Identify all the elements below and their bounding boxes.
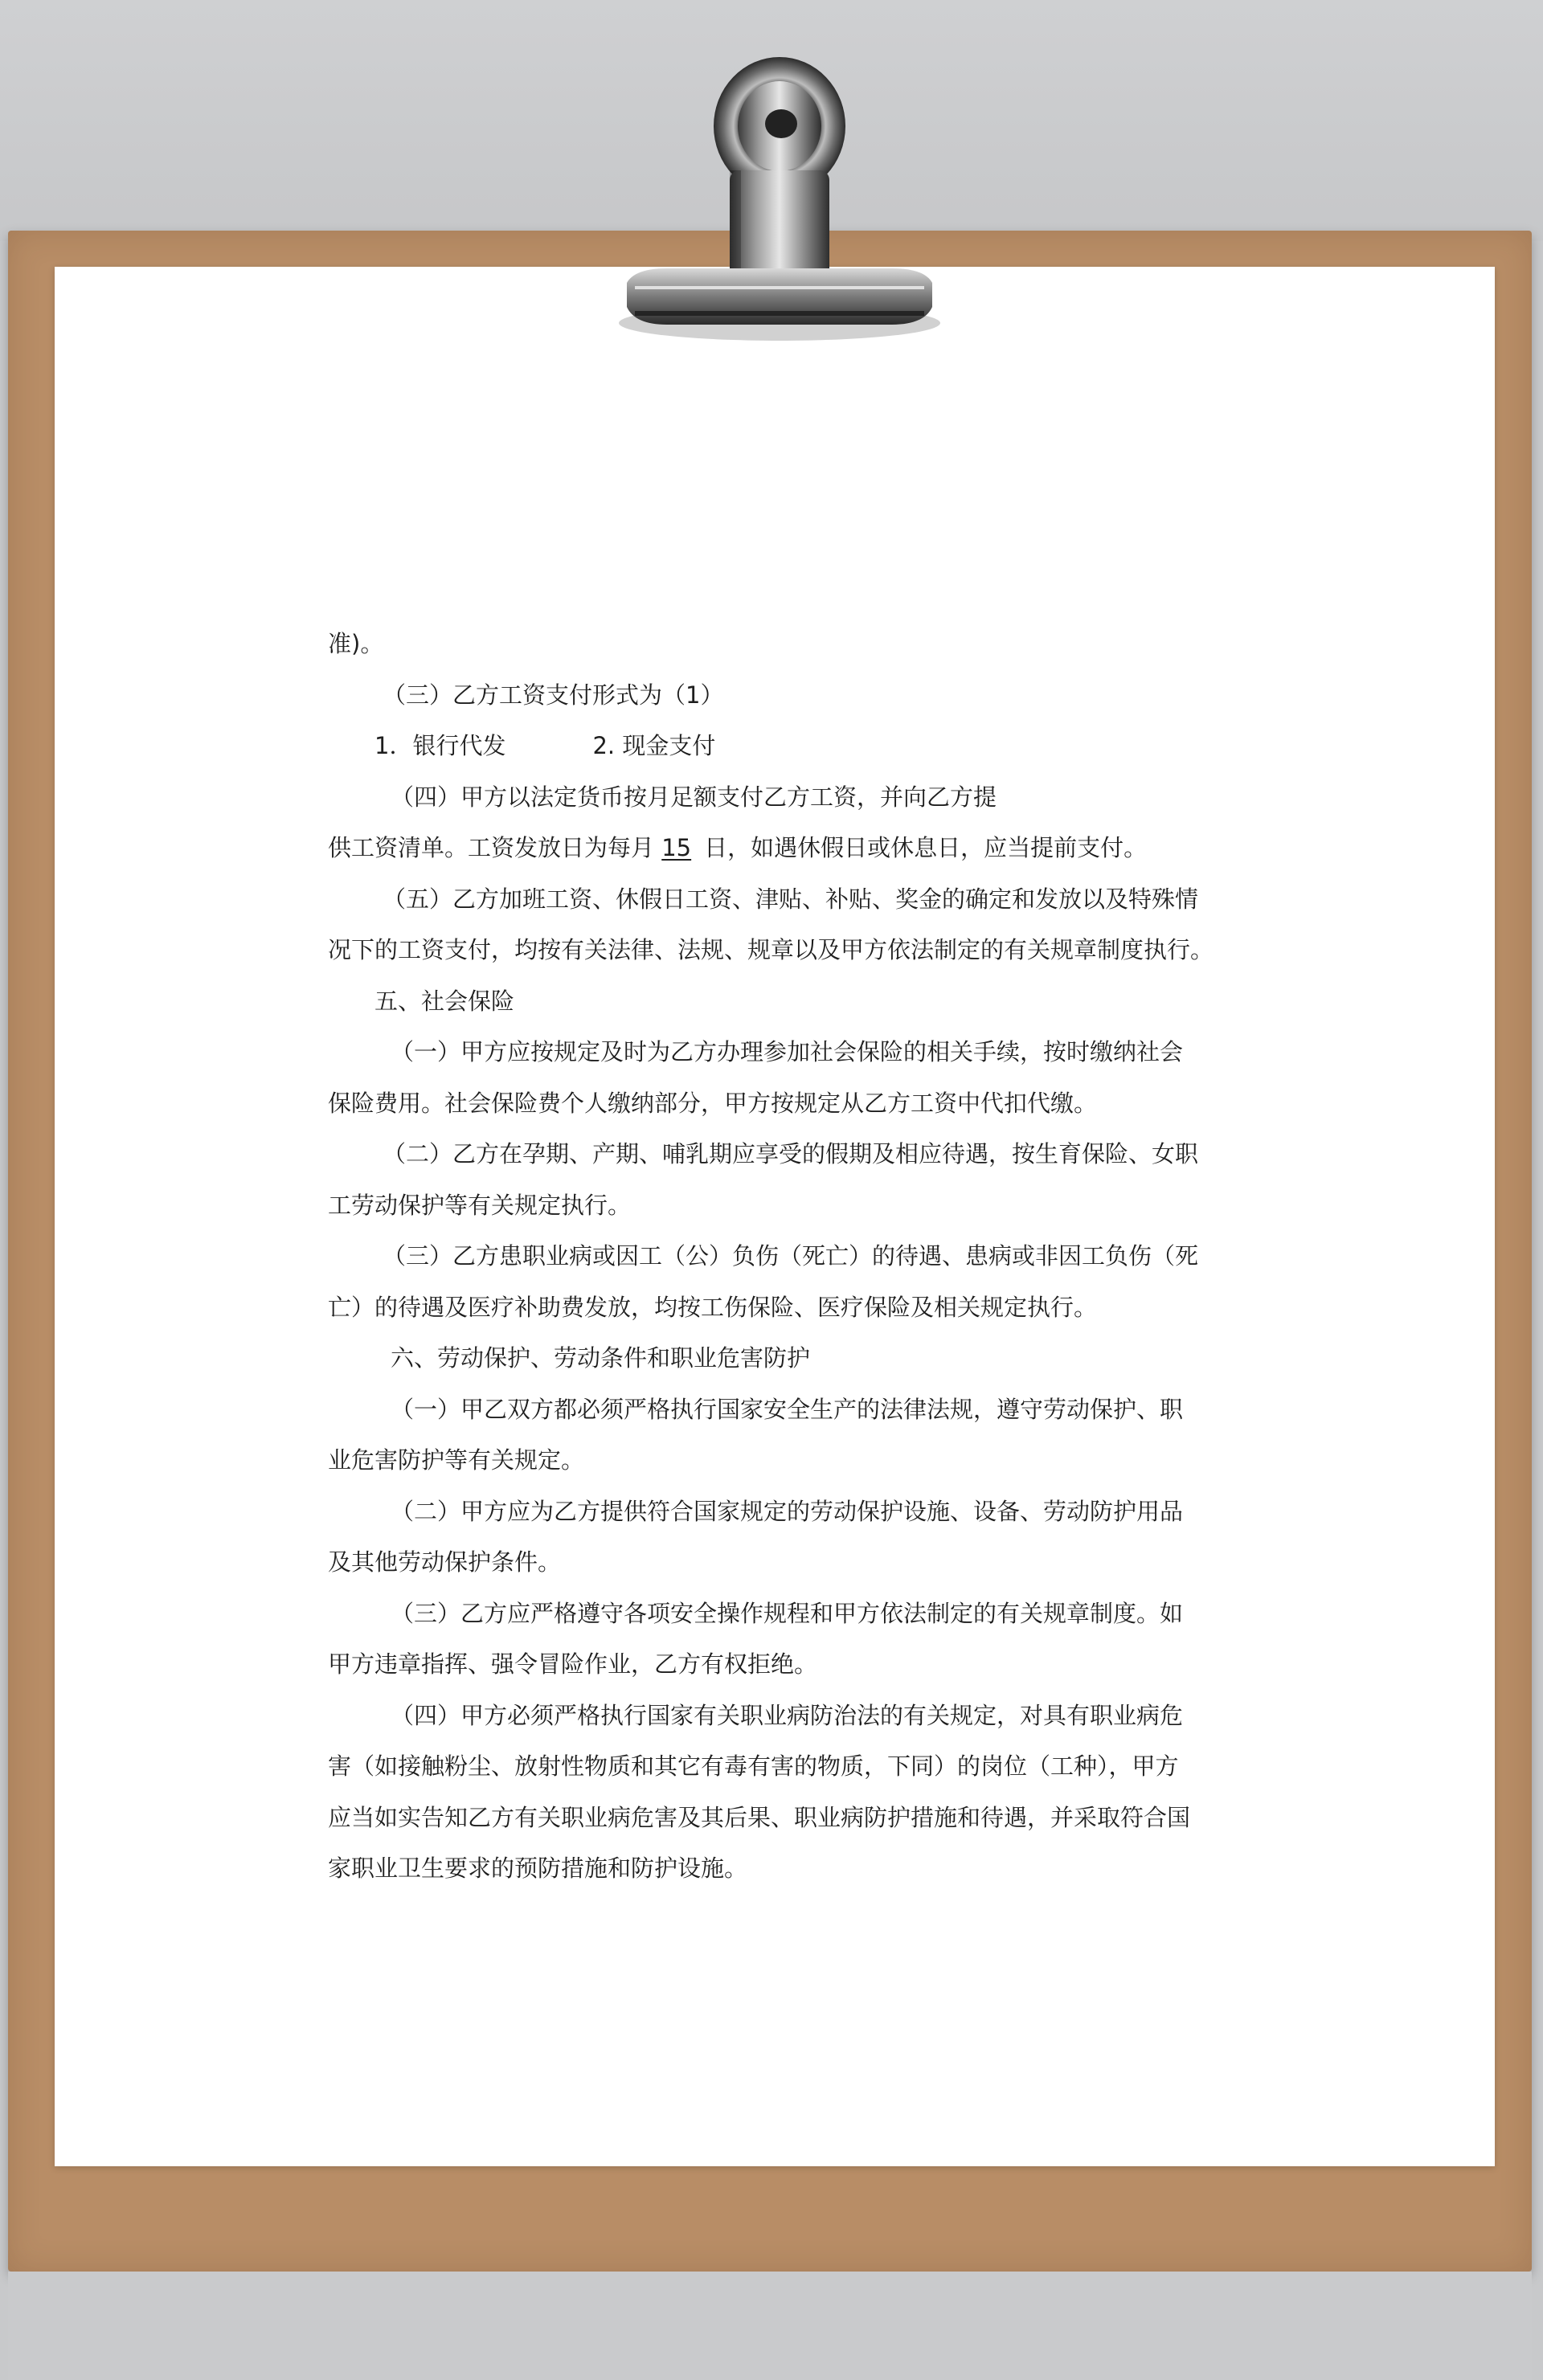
text-line: 况下的工资支付，均按有关法律、法规、规章以及甲方依法制定的有关规章制度执行。 (328, 936, 1214, 963)
text-line: 害（如接触粉尘、放射性物质和其它有毒有害的物质，下同）的岗位（工种），甲方 (328, 1752, 1179, 1780)
text-line: （四）甲方必须严格执行国家有关职业病防治法的有关规定，对具有职业病危 (391, 1701, 1184, 1729)
text-line: 家职业卫生要求的预防措施和防护设施。 (328, 1855, 748, 1882)
text-line: （四）甲方以法定货币按月足额支付乙方工资，并向乙方提 (391, 783, 997, 811)
background-bottom (8, 2272, 1532, 2380)
document-body (328, 619, 1228, 1895)
text-line: 应当如实告知乙方有关职业病危害及其后果、职业病防护措施和待遇，并采取符合国 (328, 1803, 1191, 1831)
text-line: （三）乙方患职业病或因工（公）负伤（死亡）的待遇、患病或非因工负伤（死 (383, 1242, 1199, 1270)
text-line: 甲方违章指挥、强令冒险作业，乙方有权拒绝。 (328, 1650, 818, 1678)
option-cash: 2. 现金支付 (592, 732, 716, 759)
text-line: 亡）的待遇及医疗补助费发放，均按工伤保险、医疗保险及相关规定执行。 (328, 1293, 1098, 1321)
text-line: 业危害防护等有关规定。 (328, 1446, 585, 1474)
text-line: 保险费用。社会保险费个人缴纳部分，甲方按规定从乙方工资中代扣代缴。 (328, 1089, 1098, 1117)
section-heading: 六、劳动保护、劳动条件和职业危害防护 (391, 1344, 811, 1372)
text-line: （二）甲方应为乙方提供符合国家规定的劳动保护设施、设备、劳动防护用品 (391, 1497, 1184, 1525)
text-line: （三）乙方工资支付形式为（1） (383, 681, 724, 709)
text-line: 及其他劳动保护条件。 (328, 1548, 562, 1576)
payday-line: 供工资清单。工资发放日为每月 15 日，如遇休假日或休息日，应当提前支付。 (328, 834, 1148, 861)
option-bank: 1．银行代发 (374, 732, 506, 759)
text-line: （五）乙方加班工资、休假日工资、津贴、补贴、奖金的确定和发放以及特殊情 (383, 885, 1199, 913)
text-line: （一）甲方应按规定及时为乙方办理参加社会保险的相关手续，按时缴纳社会 (391, 1038, 1184, 1065)
text-line: （三）乙方应严格遵守各项安全操作规程和甲方依法制定的有关规章制度。如 (391, 1599, 1184, 1627)
section-heading: 五、社会保险 (374, 987, 515, 1015)
text-line: 工劳动保护等有关规定执行。 (328, 1191, 632, 1219)
text-line: 准)。 (328, 630, 384, 657)
text-line: （二）乙方在孕期、产期、哺乳期应享受的假期及相应待遇，按生育保险、女职 (383, 1140, 1199, 1168)
payday-value: 15 (661, 834, 692, 861)
payment-options-line (328, 721, 1228, 772)
binder-clip-icon (579, 50, 948, 355)
text-line: （一）甲乙双方都必须严格执行国家安全生产的法律法规，遵守劳动保护、职 (391, 1395, 1184, 1423)
